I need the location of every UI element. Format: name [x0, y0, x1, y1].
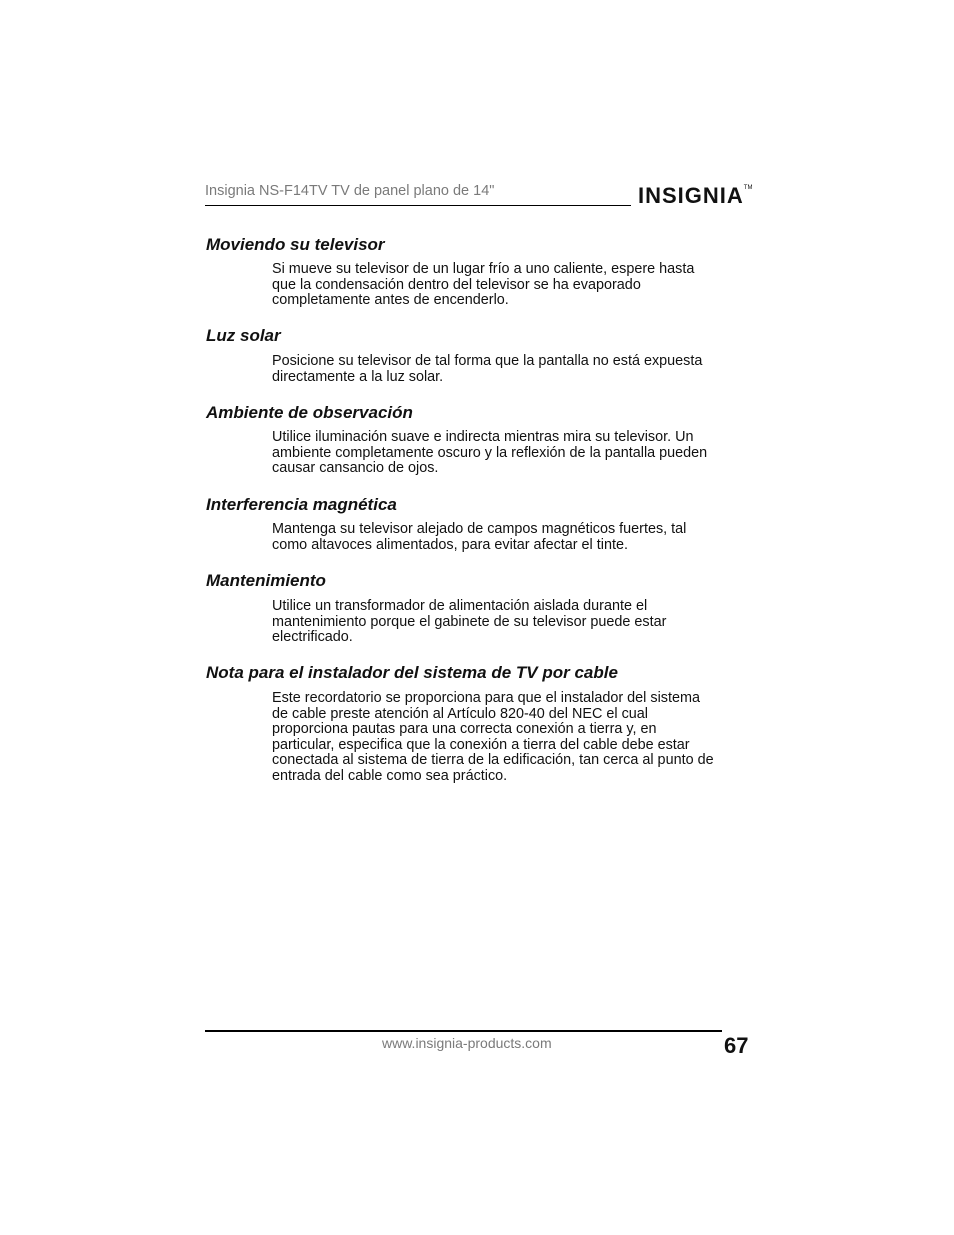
section-heading-luz-solar: Luz solar — [206, 326, 281, 345]
footer-rule — [205, 1030, 722, 1032]
body-line: entrada del cable como sea práctico. — [272, 767, 508, 784]
body-line: completamente antes de encenderlo. — [272, 292, 509, 309]
body-line: Utilice iluminación suave e indirecta mientras mira su televisor. Un — [272, 429, 694, 445]
body-line: Este recordatorio se proporciona para que el instalador del sistema — [272, 690, 700, 706]
body-line: Utilice un transformador de alimentación aislada durante el — [272, 598, 648, 614]
section-body-luz-solar — [272, 354, 752, 385]
logo-trademark: TM — [743, 185, 753, 191]
body-line: electrificado. — [272, 629, 353, 646]
body-line: que la condensación dentro del televisor se ha evaporado — [272, 276, 641, 293]
section-heading-nota-instalador: Nota para el instalador del sistema de TV por cable — [206, 663, 618, 682]
section-heading-moviendo: Moviendo su televisor — [206, 235, 385, 254]
body-line: ambiente completamente oscuro y la reflexión de la pantalla pueden — [272, 444, 708, 461]
body-line: de cable preste atención al Artículo 820-40 del NEC el cual — [272, 705, 648, 722]
section-body-interferencia — [272, 522, 752, 553]
section-body-nota-instalador — [272, 691, 752, 785]
body-line: Posicione su televisor de tal forma que la pantalla no está expuesta — [272, 353, 703, 369]
body-line: causar cansancio de ojos. — [272, 460, 439, 477]
body-line: Mantenga su televisor alejado de campos magnéticos fuertes, tal — [272, 521, 687, 537]
body-line: directamente a la luz solar. — [272, 368, 444, 385]
page-number: 67 — [724, 1033, 749, 1058]
body-line: como altavoces alimentados, para evitar afectar el tinte. — [272, 536, 628, 553]
body-line: mantenimiento porque el gabinete de su televisor puede estar — [272, 613, 667, 630]
logo-text: INSIGNIA — [638, 183, 744, 208]
header-rule — [205, 205, 631, 206]
section-heading-mantenimiento: Mantenimiento — [206, 571, 326, 590]
section-body-ambiente — [272, 430, 752, 477]
header-title: Insignia NS-F14TV TV de panel plano de 14" — [205, 183, 495, 199]
body-line: conectada al sistema de tierra de la edificación, tan cerca al punto de — [272, 752, 714, 769]
body-line: Si mueve su televisor de un lugar frío a uno caliente, espere hasta — [272, 261, 695, 277]
section-heading-interferencia: Interferencia magnética — [206, 495, 397, 514]
body-line: particular, especifica que la conexión a tierra del cable debe estar — [272, 736, 690, 753]
footer-url: www.insignia-products.com — [382, 1035, 552, 1051]
section-body-mantenimiento — [272, 599, 752, 646]
section-body-moviendo — [272, 262, 752, 309]
section-heading-ambiente: Ambiente de observación — [206, 403, 413, 422]
insignia-logo — [638, 183, 752, 209]
body-line: proporciona pautas para una correcta conexión a tierra y, en — [272, 721, 657, 738]
